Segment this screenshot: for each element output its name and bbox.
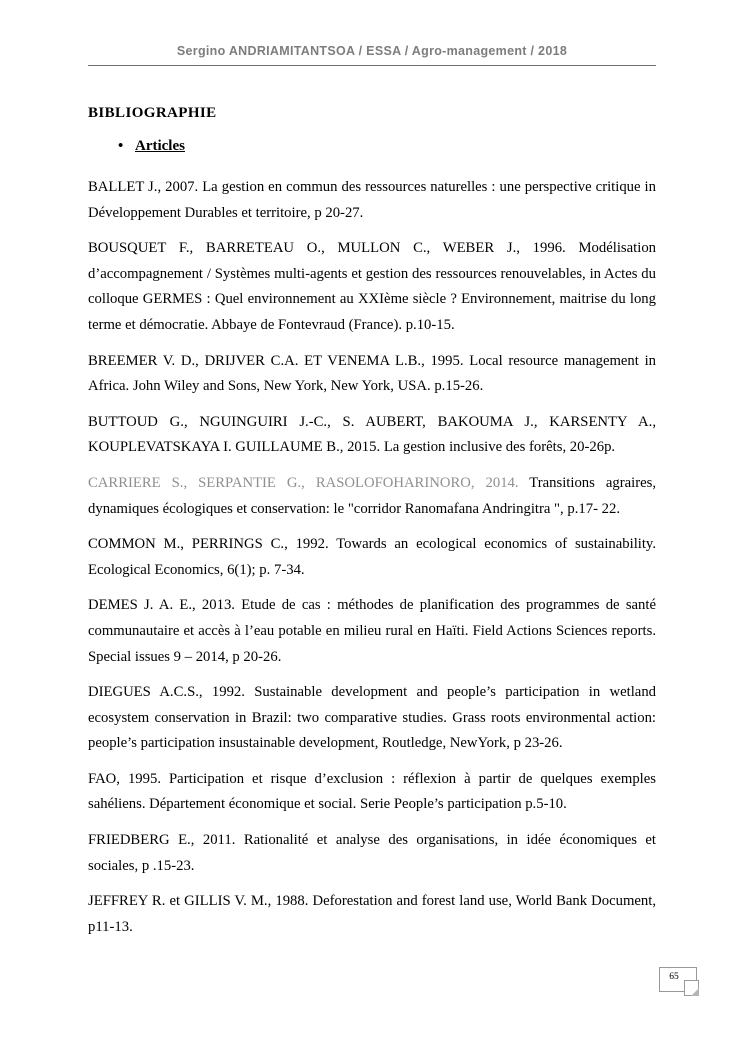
entry-author: FRIEDBERG E., 2011. bbox=[88, 832, 236, 849]
entry-text: La gestion inclusive des forêts, 20-26p. bbox=[380, 439, 616, 456]
entry-text: Towards an ecological economics of sustainability. Ecological Economics, 6(1); p. 7-34. bbox=[88, 536, 656, 578]
bibliography-entry bbox=[88, 889, 656, 940]
entry-author: BOUSQUET F., BARRETEAU O., MULLON C., WEBER J., 1996. bbox=[88, 240, 566, 257]
entry-author: DEMES J. A. E., 2013. bbox=[88, 597, 235, 614]
entry-author: FAO, 1995. bbox=[88, 770, 162, 787]
page-curl-icon bbox=[684, 980, 699, 996]
section-label: Articles bbox=[135, 138, 185, 154]
bibliography-entry bbox=[88, 828, 656, 879]
bibliography-entry bbox=[88, 236, 656, 338]
entry-text: Deforestation and forest land use, World Bank Document, p11-13. bbox=[88, 893, 656, 935]
bullet-marker: • bbox=[118, 138, 124, 154]
page-header bbox=[88, 44, 656, 66]
section-heading bbox=[88, 138, 656, 155]
bibliography-entry bbox=[88, 410, 656, 461]
page-title: BIBLIOGRAPHIE bbox=[88, 105, 217, 121]
header-text: Sergino ANDRIAMITANTSOA / ESSA / Agro-management / 2018 bbox=[176, 44, 568, 58]
entry-author: BREEMER V. D., DRIJVER C.A. ET VENEMA L.B., 1995. bbox=[88, 352, 464, 369]
page-number-box bbox=[659, 967, 697, 992]
entry-text: Sustainable development and people’s participation in wetland ecosystem conservation in Brazil: two comparative studies. Grass roots environmental action: people’s participation insustainable development, Routledge, NewYork, p 23-26. bbox=[88, 684, 657, 752]
entry-author: COMMON M., PERRINGS C., 1992. bbox=[88, 536, 329, 553]
entry-author: JEFFREY R. et GILLIS V. M., 1988. bbox=[88, 893, 309, 910]
entry-author: BUTTOUD G., NGUINGUIRI J.-C., S. AUBERT, BAKOUMA J., KARSENTY A., KOUPLEVATSKAYA I. GUILLAUME B., 2015. bbox=[88, 413, 656, 456]
entry-text: Rationalité et analyse des organisations, in idée économiques et sociales, p .15-23. bbox=[88, 832, 656, 874]
bibliography-entry bbox=[88, 175, 656, 226]
entry-text: Local resource management in Africa. John Wiley and Sons, New York, New York, USA. p.15-26. bbox=[88, 352, 656, 395]
bibliography-entry bbox=[88, 532, 656, 583]
bibliography-entry bbox=[88, 593, 656, 670]
entry-text: Participation et risque d’exclusion : réflexion à partir de quelques exemples sahéliens. Département économique et social. Serie People’s participation p.5-10. bbox=[88, 770, 656, 813]
bibliography-entry bbox=[88, 349, 656, 400]
bibliography-entry bbox=[88, 471, 656, 522]
entry-author: CARRIERE S., SERPANTIE G., RASOLOFOHARINORO, 2014. bbox=[88, 474, 519, 491]
entry-text: La gestion en commun des ressources naturelles : une perspective critique in Développement Durables et territoire, p 20-27. bbox=[88, 179, 656, 221]
bibliography-entry bbox=[88, 767, 656, 818]
entry-author: BALLET J., 2007. bbox=[88, 179, 199, 195]
bibliography-entry bbox=[88, 680, 656, 757]
entry-text: Modélisation d’accompagnement / Systèmes multi-agents et gestion des ressources renouvelables, in Actes du colloque GERMES : Quel environnement au XXIème siècle ? Environnement, maitrise du long terme et démocratie. Abbaye de Fontevraud (France). p.10-15. bbox=[88, 240, 657, 333]
page-content bbox=[88, 105, 656, 950]
entry-text: Etude de cas : méthodes de planification des programmes de santé communautaire et accès à l’eau potable en milieu rural en Haïti. Field Actions Sciences reports. Special issues 9 – 2014, p 20-26. bbox=[88, 597, 656, 665]
entry-author: DIEGUES A.C.S., 1992. bbox=[88, 684, 245, 701]
page-number: 65 bbox=[669, 972, 679, 982]
entry-text: Transitions agraires, dynamiques écologiques et conservation: le "corridor Ranomafana Andringitra ", p.17- 22. bbox=[88, 474, 656, 517]
